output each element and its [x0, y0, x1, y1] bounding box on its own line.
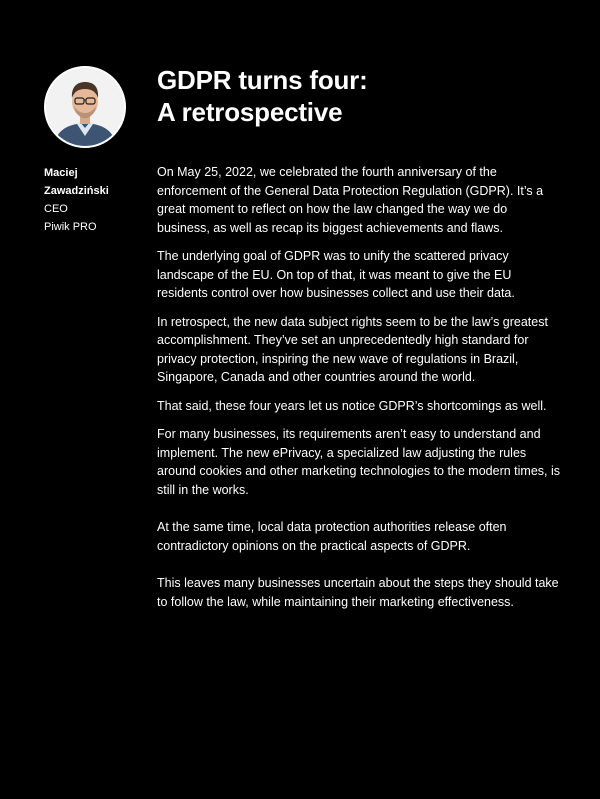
author-last-name: Zawadziński	[44, 185, 109, 197]
author-avatar	[44, 66, 126, 148]
article-title-line-2: A retrospective	[157, 97, 343, 127]
paragraph: At the same time, local data protection authorities release often contradictory opinions on the practical aspects of GDPR.	[157, 520, 507, 553]
article-title	[157, 64, 567, 128]
paragraph: This leaves many businesses uncertain about the steps they should take to follow the law, while maintaining their marketing effectiveness.	[157, 576, 559, 609]
author-first-name: Maciej	[44, 167, 78, 179]
paragraph: The underlying goal of GDPR was to unify the scattered privacy landscape of the EU. On top of that, it was meant to give the EU residents control over how businesses collect and use their data.	[157, 249, 515, 300]
author-portrait-icon	[46, 68, 124, 146]
paragraph: That said, these four years let us notice GDPR’s shortcomings as well.	[157, 398, 547, 413]
author-role: CEO	[44, 203, 68, 215]
paragraph: In retrospect, the new data subject rights seem to be the law’s greatest accomplishment. They’ve set an unprecedentedly high standard for privacy protection, inspiring the new wave of regulations in Brazil, Singapore, Canada and other countries around the world.	[157, 314, 548, 384]
article-title-line-1: GDPR turns four:	[157, 65, 368, 95]
author-company: Piwik PRO	[44, 221, 97, 233]
paragraph: For many businesses, its requirements aren’t easy to understand and implement. The new ePrivacy, a specialized law adjusting the rules around cookies and other marketing technologies to the modern times, is still in the works.	[157, 427, 561, 497]
article-body	[157, 163, 562, 621]
author-info	[44, 164, 149, 236]
paragraph: On May 25, 2022, we celebrated the fourth anniversary of the enforcement of the General Data Protection Regulation (GDPR). It’s a great moment to reflect on how the law changed the way we do business, as well as recap its biggest achievements and flaws.	[157, 165, 544, 235]
